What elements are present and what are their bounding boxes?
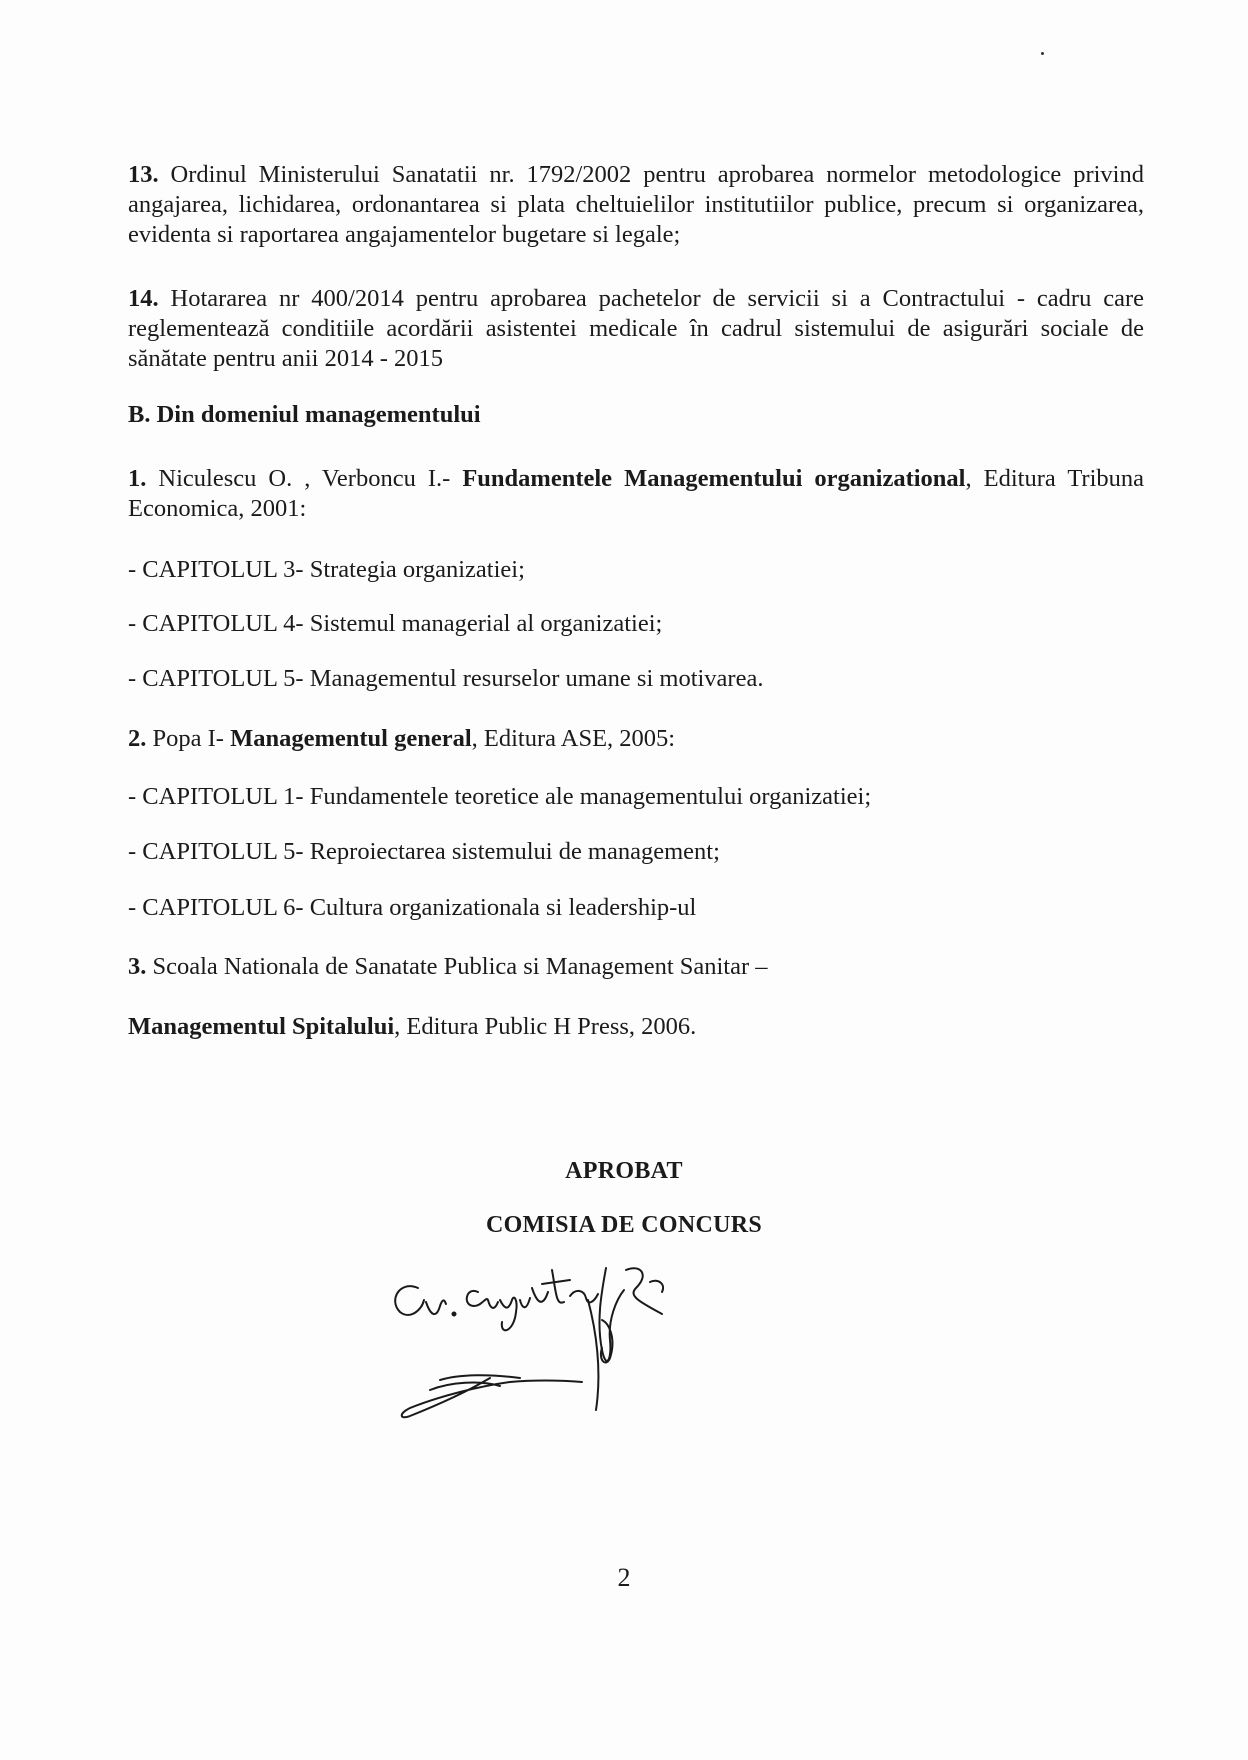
handwritten-signature	[370, 1240, 770, 1440]
reference-number: 13.	[128, 161, 159, 188]
chapter-line: - CAPITOLUL 5- Managementul resurselor umane si motivarea.	[128, 665, 764, 692]
reference-text: Ordinul Ministerului Sanatatii nr. 1792/2002 pentru aprobarea normelor metodologice privind angajarea, lichidarea, ordonantarea si plata cheltuielilor institutiilor publice, precum si organizarea, evidenta si raportarea angajamentelor bugetare si legale;	[128, 161, 1144, 248]
management-reference-3-title	[128, 1012, 696, 1042]
management-reference-2	[128, 724, 675, 754]
chapter-line: - CAPITOLUL 6- Cultura organizationala si leadership-ul	[128, 894, 697, 921]
scan-speck	[1041, 52, 1044, 55]
chapter-line: - CAPITOLUL 1- Fundamentele teoretice ale managementului organizatiei;	[128, 783, 872, 810]
approval-label: APROBAT	[565, 1158, 683, 1184]
chapter-line: - CAPITOLUL 4- Sistemul managerial al organizatiei;	[128, 610, 663, 637]
reference-authors: Niculescu O. , Verboncu I.-	[158, 465, 451, 492]
reference-number: 1.	[128, 465, 147, 492]
reference-title: Managementul general	[230, 725, 472, 752]
reference-title: Managementul Spitalului	[128, 1013, 395, 1040]
management-reference-1	[128, 464, 1144, 524]
reference-number: 2.	[128, 725, 147, 752]
reference-14	[128, 284, 1144, 374]
reference-publisher: , Editura Public H Press, 2006.	[394, 1013, 697, 1040]
reference-text: Hotararea nr 400/2014 pentru aprobarea pachetelor de servicii si a Contractului - cadru care reglementează conditiile acordării asistentei medicale în cadrul sistemului de asigurări sociale de sănătate pentru anii 2014 - 2015	[128, 285, 1145, 372]
reference-publisher: , Editura Tribuna Economica, 2001:	[128, 465, 1145, 522]
management-reference-3	[128, 952, 768, 982]
reference-13	[128, 160, 1144, 250]
page-number: 2	[617, 1563, 631, 1592]
reference-authors: Popa I-	[152, 725, 224, 752]
reference-number: 14.	[128, 285, 159, 312]
chapter-line: - CAPITOLUL 5- Reproiectarea sistemului de management;	[128, 838, 720, 865]
committee-label: COMISIA DE CONCURS	[485, 1212, 763, 1238]
reference-text: Scoala Nationala de Sanatate Publica si Management Sanitar –	[152, 953, 768, 980]
reference-publisher: , Editura ASE, 2005:	[471, 725, 676, 752]
chapter-line: - CAPITOLUL 3- Strategia organizatiei;	[128, 556, 525, 583]
reference-title: Fundamentele Managementului organizational	[462, 465, 966, 492]
section-b-heading: B. Din domeniul managementului	[128, 401, 481, 428]
reference-number: 3.	[128, 953, 147, 980]
